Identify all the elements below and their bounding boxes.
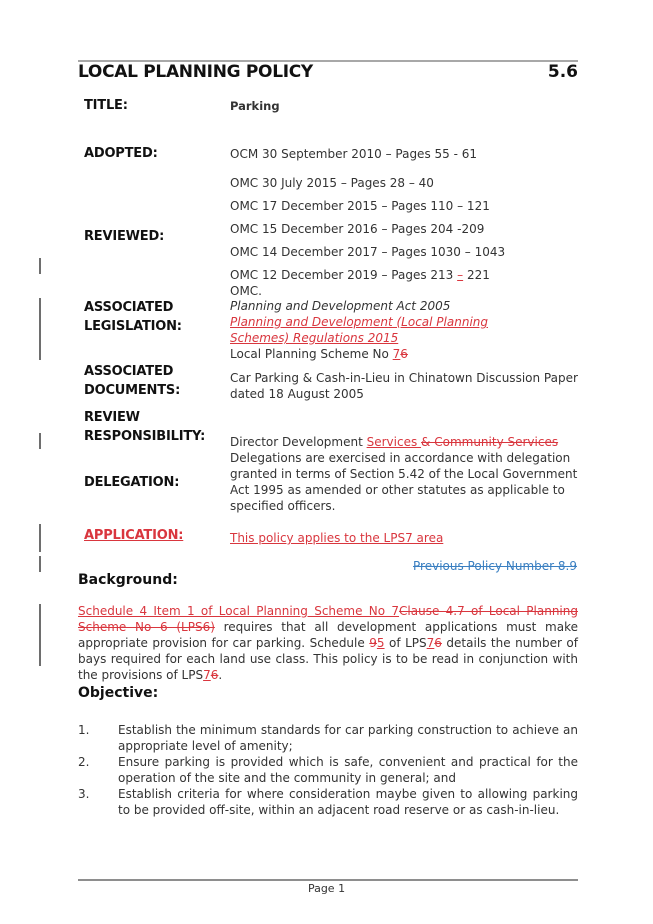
tracked-insertion: –: [457, 268, 464, 282]
tracked-insertion: 5: [376, 636, 385, 650]
application-value: This policy applies to the LPS7 area: [230, 531, 444, 545]
background-text: of LPS: [384, 636, 427, 650]
tracked-insertion: 7: [392, 347, 401, 361]
reviewed-label: REVIEWED:: [84, 229, 165, 244]
tracked-deletion: & Community Services: [421, 435, 559, 449]
legislation-value: [230, 298, 488, 362]
document-title: LOCAL PLANNING POLICY: [78, 62, 313, 82]
legislation-label: [84, 298, 182, 336]
tracked-deletion: 6: [210, 668, 219, 682]
reviewed-entry: OMC 30 July 2015 – Pages 28 – 40: [230, 176, 434, 190]
change-bar: [39, 604, 41, 666]
background-text: requires that all development applications must make appropriate provision for car parking. Schedule: [78, 620, 578, 650]
title-label: TITLE:: [84, 98, 128, 113]
delegation-line: Delegations are exercised in accordance with delegation: [230, 451, 571, 465]
legislation-label-line1: ASSOCIATED: [84, 300, 174, 315]
review-responsibility-label-line1: REVIEW: [84, 410, 140, 425]
adopted-label: ADOPTED:: [84, 146, 158, 161]
tracked-insertion: Schedule 4 Item 1 of Local Planning Scheme No 7: [78, 604, 400, 618]
objective-number: 2.: [78, 755, 90, 769]
documents-label-line1: ASSOCIATED: [84, 364, 174, 379]
adopted-value: OCM 30 September 2010 – Pages 55 - 61: [230, 147, 478, 161]
change-bar: [39, 433, 41, 449]
reviewed-entry: OMC 17 December 2015 – Pages 110 – 121: [230, 199, 490, 213]
change-bar: [39, 298, 41, 360]
objective-item: [78, 786, 578, 818]
delegation-label: DELEGATION:: [84, 475, 180, 490]
tracked-deletion: 6: [434, 636, 442, 650]
legislation-regs-line2: Schemes) Regulations 2015: [230, 331, 399, 345]
review-responsibility-label-line2: RESPONSIBILITY:: [84, 429, 206, 444]
background-heading: Background:: [78, 572, 178, 588]
objective-text: Ensure parking is provided which is safe, convenient and practical for the operation of the site and the community in general; and: [118, 755, 578, 785]
tracked-insertion: 7: [426, 636, 435, 650]
review-responsibility-label: [84, 408, 205, 446]
tracked-insertion: Services: [366, 435, 422, 449]
documents-label-line2: DOCUMENTS:: [84, 383, 181, 398]
title-value: Parking: [230, 99, 280, 113]
legislation-lps: [230, 346, 488, 362]
tracked-deletion: Clause 4.7 of Local Planning Scheme No 6 (LPS6): [78, 604, 578, 634]
review-responsibility-value: [230, 434, 558, 450]
documents-label: [84, 362, 180, 400]
legislation-regs-line1: Planning and Development (Local Planning: [230, 315, 488, 329]
review-responsibility-prefix: Director Development: [230, 435, 367, 449]
objective-heading: Objective:: [78, 685, 159, 701]
objective-item: [78, 722, 578, 754]
tracked-deletion: 9: [369, 636, 377, 650]
reviewed-last-suffix: 221: [463, 268, 490, 282]
change-bar: [39, 556, 41, 572]
reviewed-list: [230, 175, 505, 299]
tracked-deletion: 6: [400, 347, 408, 361]
background-text: .: [218, 668, 223, 682]
objective-number: 3.: [78, 787, 90, 801]
background-text: details the number of bays required for each land use class. This policy is to be read in conjunction with the provisions of LPS: [78, 636, 578, 682]
objective-item: [78, 754, 578, 786]
reviewed-last-prefix: OMC 12 December 2019 – Pages 213: [230, 268, 458, 282]
delegation-line: granted in terms of Section 5.42 of the Local Government: [230, 467, 578, 481]
legislation-act: Planning and Development Act 2005: [230, 299, 451, 313]
reviewed-entry-last: [230, 267, 505, 283]
previous-policy-number: Previous Policy Number 8.9: [413, 559, 577, 573]
change-bar: [39, 258, 41, 274]
delegation-line: Act 1995 as amended or other statutes as applicable to: [230, 483, 565, 497]
objective-number: 1.: [78, 723, 90, 737]
change-bar: [39, 524, 41, 552]
background-paragraph: [78, 603, 578, 683]
documents-value-line2: dated 18 August 2005: [230, 387, 364, 401]
reviewed-trailing: OMC.: [230, 284, 262, 298]
documents-value-line1: Car Parking & Cash-in-Lieu in Chinatown Discussion Paper: [230, 371, 578, 385]
policy-number: 5.6: [547, 62, 578, 82]
delegation-value: [230, 450, 577, 514]
lps-prefix: Local Planning Scheme No: [230, 347, 393, 361]
reviewed-entry: OMC 15 December 2016 – Pages 204 -209: [230, 222, 485, 236]
delegation-line: specified officers.: [230, 499, 336, 513]
reviewed-entry: OMC 14 December 2017 – Pages 1030 – 1043: [230, 245, 506, 259]
objective-text: Establish criteria for where consideration maybe given to allowing parking to be provided off-site, within an adjacent road reserve or as cash-in-lieu.: [118, 787, 578, 817]
documents-value: [230, 370, 578, 402]
page-number: Page 1: [307, 882, 346, 895]
tracked-insertion: 7: [203, 668, 211, 682]
legislation-label-line2: LEGISLATION:: [84, 319, 182, 334]
objective-text: Establish the minimum standards for car parking construction to achieve an appropriate level of amenity;: [118, 723, 578, 753]
footer-rule: [78, 879, 578, 881]
application-label: APPLICATION:: [84, 528, 184, 543]
